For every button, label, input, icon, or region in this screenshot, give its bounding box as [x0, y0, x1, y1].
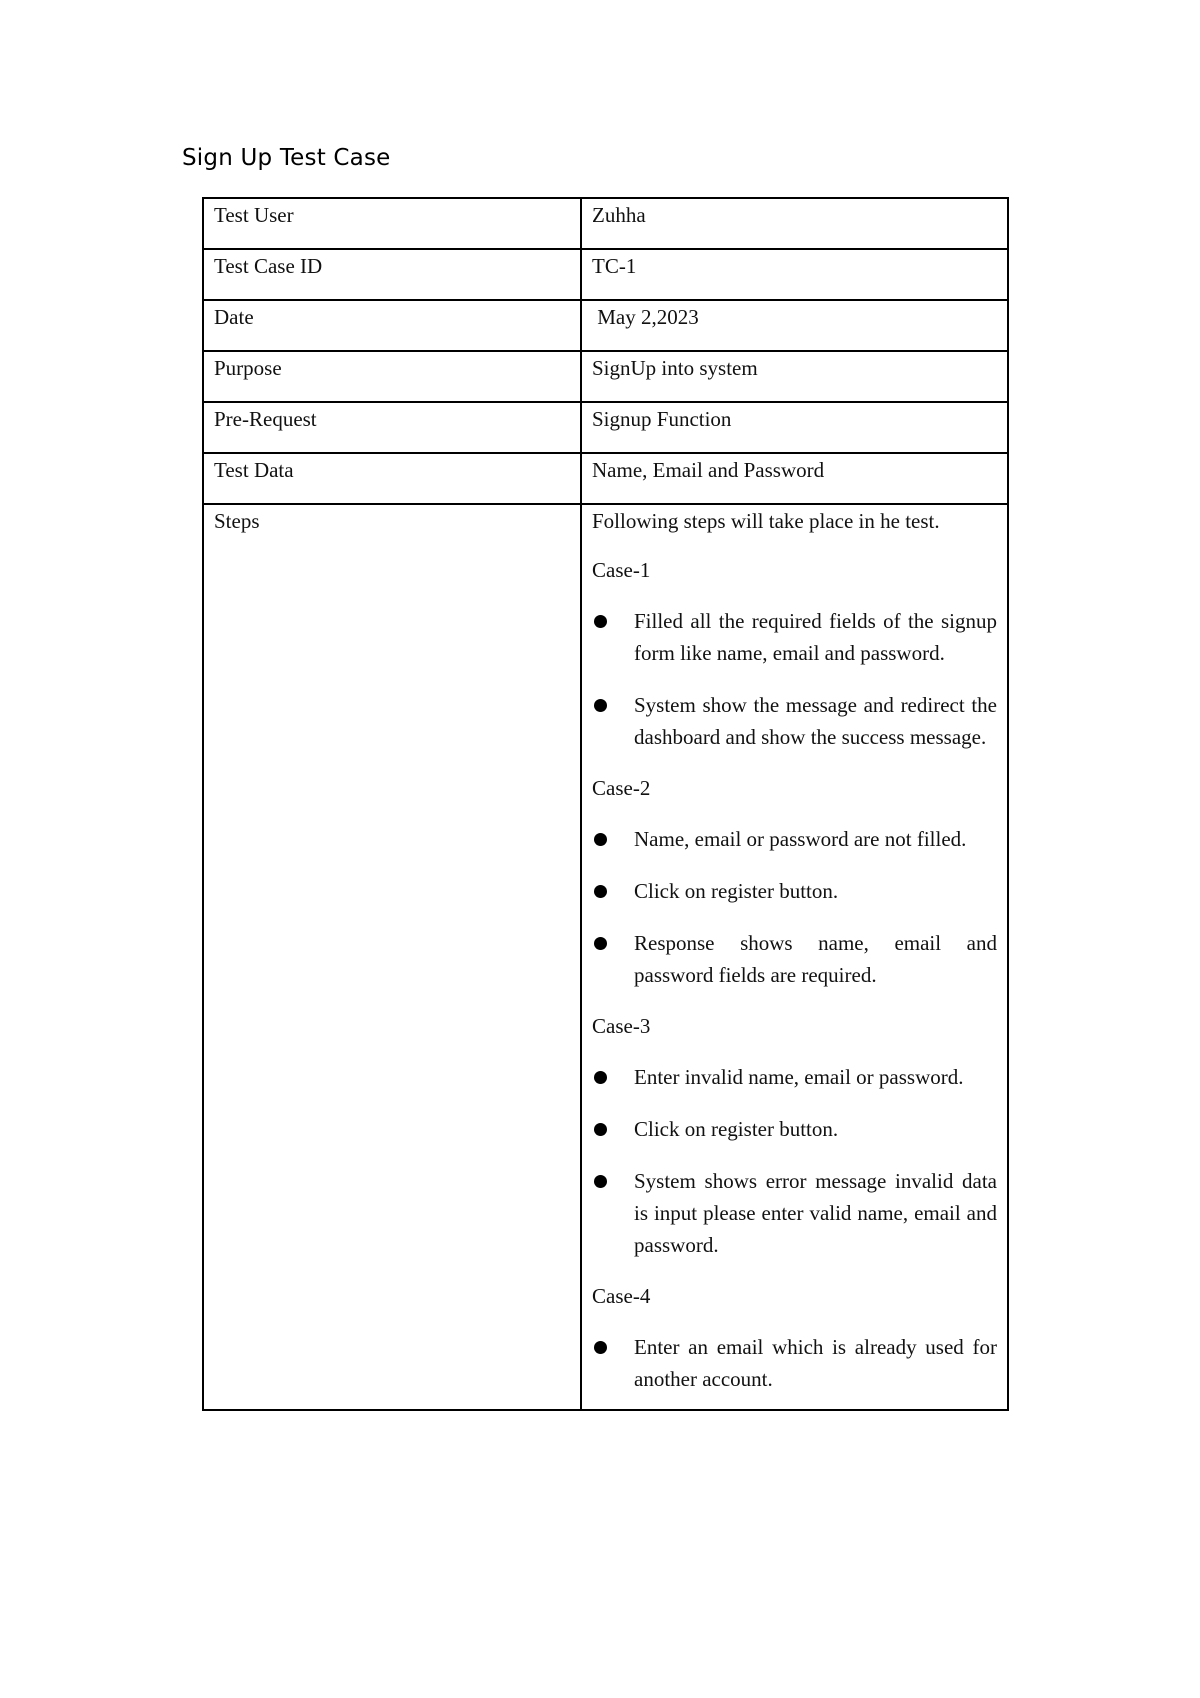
row-label-text: Pre-Request	[214, 407, 317, 431]
row-label	[203, 402, 581, 453]
page-title: Sign Up Test Case	[182, 145, 391, 171]
row-label	[203, 300, 581, 351]
row-label	[203, 249, 581, 300]
row-value	[581, 351, 1008, 402]
list-item	[592, 605, 997, 669]
bullet-icon	[594, 1123, 607, 1136]
steps-cell	[581, 504, 1008, 1410]
case-steps-list	[592, 1331, 997, 1395]
case-steps-list	[592, 1061, 997, 1261]
row-label-text: Steps	[214, 509, 260, 533]
list-item-text: Enter invalid name, email or password.	[634, 1065, 964, 1089]
row-label-text: Test Data	[214, 458, 294, 482]
list-item	[592, 689, 997, 753]
list-item-text: Enter an email which is already used for another account.	[634, 1335, 997, 1391]
bullet-icon	[594, 615, 607, 628]
row-label	[203, 198, 581, 249]
bullet-icon	[594, 1341, 607, 1354]
bullet-icon	[594, 885, 607, 898]
row-label-text: Date	[214, 305, 254, 329]
row-value	[581, 402, 1008, 453]
row-label	[203, 453, 581, 504]
steps-intro: Following steps will take place in he test.	[592, 509, 940, 533]
case-steps-list	[592, 823, 997, 991]
row-label	[203, 504, 581, 1410]
case-block	[592, 556, 997, 753]
case-heading: Case-2	[592, 776, 651, 800]
row-value	[581, 300, 1008, 351]
row-value-text: Name, Email and Password	[592, 458, 825, 482]
case-heading: Case-4	[592, 1284, 651, 1308]
list-item-text: Response shows name, email and password fields are required.	[634, 931, 997, 987]
test-case-table	[202, 197, 1009, 1411]
case-block	[592, 1012, 997, 1261]
case-steps-list	[592, 605, 997, 753]
table-row-test-user	[203, 198, 1008, 249]
table-row-test-case-id	[203, 249, 1008, 300]
list-item	[592, 1165, 997, 1261]
list-item	[592, 1113, 997, 1145]
row-value-text: Zuhha	[592, 203, 646, 227]
list-item-text: Click on register button.	[634, 879, 839, 903]
row-value-text: SignUp into system	[592, 356, 758, 380]
bullet-icon	[594, 937, 607, 950]
bullet-icon	[594, 833, 607, 846]
row-value-text: TC-1	[592, 254, 637, 278]
row-label-text: Test User	[214, 203, 294, 227]
list-item-text: System shows error message invalid data is input please enter valid name, email and password.	[634, 1169, 997, 1257]
row-label	[203, 351, 581, 402]
row-value	[581, 249, 1008, 300]
row-value-text: May 2,2023	[592, 305, 699, 329]
list-item-text: Click on register button.	[634, 1117, 839, 1141]
case-block	[592, 1282, 997, 1395]
bullet-icon	[594, 1175, 607, 1188]
table-row-pre-request	[203, 402, 1008, 453]
case-heading: Case-1	[592, 558, 651, 582]
case-block	[592, 774, 997, 991]
table-row-steps	[203, 504, 1008, 1410]
list-item	[592, 1331, 997, 1395]
list-item	[592, 875, 997, 907]
row-value-text: Signup Function	[592, 407, 732, 431]
list-item	[592, 1061, 997, 1093]
row-value	[581, 453, 1008, 504]
list-item-text: System show the message and redirect the dashboard and show the success message.	[634, 693, 997, 749]
bullet-icon	[594, 1071, 607, 1084]
list-item-text: Name, email or password are not filled.	[634, 827, 967, 851]
table-row-test-data	[203, 453, 1008, 504]
bullet-icon	[594, 699, 607, 712]
table-row-date	[203, 300, 1008, 351]
cases-container	[592, 556, 997, 1395]
list-item	[592, 927, 997, 991]
row-label-text: Purpose	[214, 356, 282, 380]
table-row-purpose	[203, 351, 1008, 402]
list-item-text: Filled all the required fields of the signup form like name, email and password.	[634, 609, 997, 665]
list-item	[592, 823, 997, 855]
row-value	[581, 198, 1008, 249]
case-heading: Case-3	[592, 1014, 651, 1038]
row-label-text: Test Case ID	[214, 254, 323, 278]
